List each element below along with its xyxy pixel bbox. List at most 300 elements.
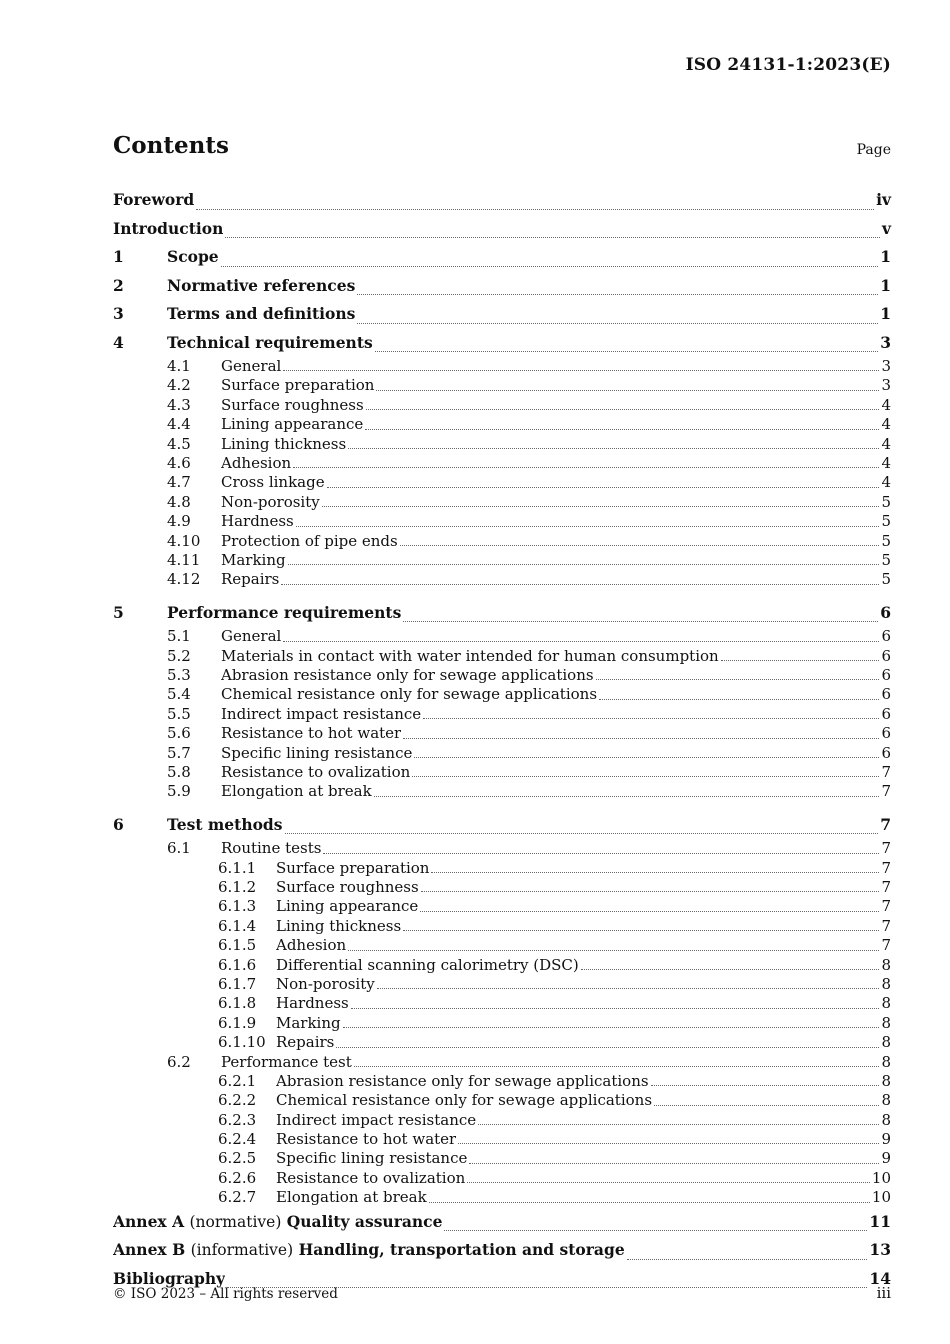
toc-entry-number: 6.2.7 bbox=[218, 1188, 257, 1207]
dot-leader bbox=[581, 969, 880, 970]
toc-entry-title-group bbox=[167, 300, 355, 329]
toc-entry-number: 6.1.10 bbox=[218, 1033, 266, 1052]
toc-entry-title-group bbox=[221, 666, 594, 685]
dot-leader bbox=[375, 351, 878, 352]
toc-entry-title: Adhesion bbox=[276, 936, 347, 955]
toc-entry-title-group bbox=[221, 647, 719, 666]
toc-entry-title-group bbox=[113, 1236, 625, 1265]
toc-entry-number: 5.2 bbox=[167, 646, 191, 665]
footer-page-number: iii bbox=[876, 1284, 891, 1302]
toc-entry-number: 6.2.2 bbox=[218, 1091, 257, 1110]
toc-entry-number: 4.4 bbox=[167, 415, 191, 434]
toc-entry-title-group bbox=[221, 744, 412, 763]
dot-leader bbox=[423, 718, 879, 719]
dot-leader bbox=[403, 930, 879, 931]
toc-entry-number: 5.7 bbox=[167, 743, 191, 762]
dot-leader bbox=[327, 487, 880, 488]
contents-heading: Contents bbox=[113, 132, 229, 159]
document-identifier: ISO 24131-1:2023(E) bbox=[685, 55, 891, 75]
toc-entry-title-group bbox=[221, 782, 372, 801]
toc-entry-page: 7 bbox=[880, 814, 891, 834]
toc-entry-page: 7 bbox=[881, 936, 891, 955]
toc-entry-number: 5.3 bbox=[167, 665, 191, 684]
toc-entry-page: v bbox=[881, 218, 891, 238]
toc-entry[interactable] bbox=[113, 435, 891, 454]
dot-leader bbox=[348, 950, 879, 951]
dot-leader bbox=[343, 1027, 880, 1028]
toc-entry-page: 6 bbox=[881, 685, 891, 704]
dot-leader bbox=[351, 1008, 880, 1009]
toc-entry[interactable] bbox=[113, 454, 891, 473]
toc-entry-title-group bbox=[113, 186, 194, 215]
toc-entry-number: 6.1.4 bbox=[218, 916, 257, 935]
annex-label: Annex A bbox=[113, 1211, 185, 1231]
toc-entry-page: 6 bbox=[881, 646, 891, 665]
toc-entry-page: 8 bbox=[881, 1013, 891, 1032]
toc-entry-page: 7 bbox=[881, 782, 891, 801]
dot-leader bbox=[469, 1163, 879, 1164]
toc-entry[interactable] bbox=[113, 1236, 891, 1265]
dot-leader bbox=[296, 526, 880, 527]
dot-leader bbox=[336, 1047, 879, 1048]
toc-entry-title: Normative references bbox=[167, 275, 356, 295]
toc-entry-title-group bbox=[221, 627, 281, 646]
dot-leader bbox=[357, 294, 878, 295]
toc-entry-page: 8 bbox=[881, 1071, 891, 1090]
toc-entry-title: Indirect impact resistance bbox=[276, 1110, 477, 1129]
toc-entry-title-group bbox=[276, 936, 346, 955]
toc-entry-page: 3 bbox=[881, 376, 891, 395]
toc-entry-title: General bbox=[221, 357, 282, 375]
toc-entry-title: Chemical resistance only for sewage applications bbox=[221, 685, 598, 704]
dot-leader bbox=[412, 776, 879, 777]
dot-leader bbox=[596, 679, 880, 680]
toc-entry-title: Surface roughness bbox=[276, 877, 419, 896]
dot-leader bbox=[322, 506, 880, 507]
toc-entry[interactable] bbox=[113, 493, 891, 512]
dot-leader bbox=[599, 699, 879, 700]
toc-entry[interactable] bbox=[113, 532, 891, 551]
toc-entry-title-group bbox=[167, 243, 219, 272]
toc-entry-title: Resistance to ovalization bbox=[221, 762, 411, 781]
toc-entry-page: 4 bbox=[881, 453, 891, 472]
toc-entry-title-group bbox=[221, 435, 346, 454]
toc-entry[interactable] bbox=[113, 1130, 891, 1149]
dot-leader bbox=[365, 429, 879, 430]
toc-entry-page: 10 bbox=[871, 1188, 891, 1207]
annex-type: (normative) bbox=[189, 1212, 282, 1231]
toc-entry-title: Surface preparation bbox=[221, 376, 375, 395]
dot-leader bbox=[429, 1202, 870, 1203]
toc-entry[interactable] bbox=[113, 1072, 891, 1091]
dot-leader bbox=[478, 1124, 879, 1125]
toc-entry[interactable] bbox=[113, 705, 891, 724]
toc-entry[interactable] bbox=[113, 215, 891, 244]
toc-entry-page: iv bbox=[876, 190, 891, 209]
toc-entry[interactable] bbox=[113, 1188, 891, 1207]
toc-entry-page: 8 bbox=[881, 955, 891, 974]
dot-leader bbox=[403, 621, 878, 622]
toc-entry-number: 5.4 bbox=[167, 685, 191, 704]
toc-entry-title: Test methods bbox=[167, 814, 283, 834]
toc-entry-title-group bbox=[167, 272, 355, 301]
toc-entry-title: Lining thickness bbox=[221, 434, 347, 453]
toc-entry[interactable] bbox=[113, 936, 891, 955]
toc-entry[interactable] bbox=[113, 666, 891, 685]
toc-entry-number: 5.5 bbox=[167, 704, 191, 723]
dot-leader bbox=[377, 988, 880, 989]
toc-entry-title: Non-porosity bbox=[276, 974, 375, 993]
toc-entry-page: 6 bbox=[881, 724, 891, 743]
toc-entry-page: 5 bbox=[881, 550, 891, 569]
toc-entry-title-group bbox=[276, 1111, 476, 1130]
toc-entry-title-group bbox=[221, 532, 398, 551]
dot-leader bbox=[467, 1182, 870, 1183]
toc-entry-number: 6.1.6 bbox=[218, 955, 257, 974]
toc-entry-title-group bbox=[113, 215, 223, 244]
toc-entry-title: Elongation at break bbox=[276, 1188, 427, 1207]
toc-entry-number: 6.1.7 bbox=[218, 974, 257, 993]
toc-entry[interactable] bbox=[113, 744, 891, 763]
toc-entry-title: Handling, transportation and storage bbox=[298, 1240, 625, 1260]
toc-entry-title-group bbox=[276, 1014, 341, 1033]
toc-entry-number: 6.2 bbox=[167, 1052, 191, 1071]
toc-entry-number: 4.3 bbox=[167, 395, 191, 414]
toc-entry-number: 6.2.4 bbox=[218, 1130, 257, 1149]
toc-entry-title: Resistance to ovalization bbox=[276, 1168, 466, 1187]
toc-entry[interactable] bbox=[113, 724, 891, 743]
toc-entry[interactable] bbox=[113, 878, 891, 897]
toc-entry[interactable] bbox=[113, 512, 891, 531]
toc-entry[interactable] bbox=[113, 1053, 891, 1072]
toc-entry-title-group bbox=[221, 839, 321, 858]
toc-entry-title-group bbox=[221, 705, 421, 724]
toc-entry-title: Hardness bbox=[221, 512, 294, 531]
toc-entry-page: 9 bbox=[881, 1149, 891, 1168]
toc-entry-title-group bbox=[221, 685, 597, 704]
toc-entry-page: 4 bbox=[881, 395, 891, 414]
toc-entry-title: Abrasion resistance only for sewage applications bbox=[221, 665, 594, 684]
toc-entry[interactable] bbox=[113, 782, 891, 801]
toc-entry-title: Surface roughness bbox=[221, 395, 364, 414]
toc-entry-title-group bbox=[276, 956, 579, 975]
toc-entry[interactable] bbox=[113, 357, 891, 376]
toc-entry[interactable] bbox=[113, 994, 891, 1013]
toc-entry-page: 7 bbox=[881, 897, 891, 916]
toc-entry-page: 8 bbox=[881, 1091, 891, 1110]
toc-entry[interactable] bbox=[113, 186, 891, 215]
toc-entry-page: 7 bbox=[881, 858, 891, 877]
toc-entry-page: 8 bbox=[881, 1033, 891, 1052]
toc-entry[interactable] bbox=[113, 570, 891, 589]
toc-entry[interactable] bbox=[113, 396, 891, 415]
toc-entry-page: 8 bbox=[881, 974, 891, 993]
toc-entry-title-group bbox=[276, 897, 418, 916]
toc-entry-page: 4 bbox=[881, 434, 891, 453]
toc-entry[interactable] bbox=[113, 917, 891, 936]
toc-entry-title: Lining appearance bbox=[276, 897, 419, 916]
dot-leader bbox=[403, 738, 879, 739]
toc-entry[interactable] bbox=[113, 975, 891, 994]
toc-entry-page: 8 bbox=[881, 1052, 891, 1071]
toc-entry-title-group bbox=[221, 724, 401, 743]
dot-leader bbox=[283, 641, 879, 642]
toc-entry-title: Elongation at break bbox=[221, 782, 372, 801]
toc-entry-page: 13 bbox=[869, 1240, 891, 1260]
toc-entry[interactable] bbox=[113, 1111, 891, 1130]
toc-entry-number: 6.2.3 bbox=[218, 1110, 257, 1129]
toc-entry[interactable] bbox=[113, 763, 891, 782]
dot-leader bbox=[444, 1230, 867, 1231]
toc-entry-title-group bbox=[221, 493, 320, 512]
toc-entry-title-group bbox=[221, 357, 281, 376]
toc-entry-page: 9 bbox=[881, 1130, 891, 1149]
annex-label: Annex B bbox=[113, 1240, 186, 1260]
toc-entry-title: Marking bbox=[221, 550, 286, 569]
toc-entry[interactable] bbox=[113, 415, 891, 434]
toc-entry-number: 6 bbox=[113, 814, 124, 834]
toc-entry-page: 6 bbox=[881, 665, 891, 684]
dot-leader bbox=[651, 1085, 880, 1086]
toc-entry-title-group bbox=[276, 1033, 334, 1052]
toc-entry-page: 11 bbox=[869, 1211, 891, 1231]
toc-entry-number: 1 bbox=[113, 247, 124, 266]
toc-entry-title-group bbox=[221, 1053, 352, 1072]
toc-entry-title-group bbox=[221, 415, 363, 434]
dot-leader bbox=[400, 545, 880, 546]
toc-entry-page: 10 bbox=[871, 1168, 891, 1187]
toc-entry-title: Non-porosity bbox=[221, 492, 320, 511]
toc-entry[interactable] bbox=[113, 1014, 891, 1033]
dot-leader bbox=[357, 323, 878, 324]
toc-entry-page: 6 bbox=[881, 704, 891, 723]
toc-entry-title: Resistance to hot water bbox=[276, 1130, 457, 1149]
toc-entry-title-group bbox=[167, 599, 401, 628]
toc-entry-title: Quality assurance bbox=[286, 1211, 443, 1231]
toc-entry-number: 5 bbox=[113, 602, 124, 622]
toc-entry-number: 6.2.5 bbox=[218, 1149, 257, 1168]
dot-leader bbox=[293, 467, 879, 468]
toc-entry[interactable] bbox=[113, 329, 891, 358]
toc-entry-title-group bbox=[276, 917, 401, 936]
dot-leader bbox=[354, 1066, 880, 1067]
toc-entry[interactable] bbox=[113, 1169, 891, 1188]
toc-entry-title: Terms and definitions bbox=[167, 304, 356, 323]
dot-leader bbox=[323, 853, 879, 854]
toc-entry-page: 1 bbox=[880, 304, 891, 323]
toc-entry-title: Cross linkage bbox=[221, 473, 325, 492]
toc-entry-title-group bbox=[221, 551, 286, 570]
toc-entry-title: Technical requirements bbox=[167, 332, 373, 352]
toc-entry-title: Foreword bbox=[113, 190, 195, 209]
toc-entry-title-group bbox=[221, 473, 325, 492]
toc-entry-number: 4.6 bbox=[167, 453, 191, 472]
dot-leader bbox=[283, 370, 879, 371]
toc-entry-title: Differential scanning calorimetry (DSC) bbox=[276, 955, 579, 974]
toc-entry-page: 7 bbox=[881, 916, 891, 935]
toc-entry-number: 6.1.2 bbox=[218, 877, 257, 896]
toc-entry-page: 5 bbox=[881, 570, 891, 589]
toc-entry-number: 5.8 bbox=[167, 762, 191, 781]
toc-entry-title-group bbox=[167, 329, 373, 358]
toc-entry-title-group bbox=[167, 811, 283, 840]
toc-entry-title: Repairs bbox=[276, 1033, 335, 1052]
toc-entry-title-group bbox=[276, 1169, 465, 1188]
toc-entry-title: Protection of pipe ends bbox=[221, 531, 398, 550]
toc-entry[interactable] bbox=[113, 897, 891, 916]
toc-entry-title-group bbox=[221, 376, 374, 395]
toc-entry-page: 8 bbox=[881, 994, 891, 1013]
toc-entry-number: 4.2 bbox=[167, 376, 191, 395]
toc-entry-number: 2 bbox=[113, 275, 124, 295]
toc-entry-title: Lining thickness bbox=[276, 916, 402, 935]
toc-entry-page: 6 bbox=[880, 602, 891, 622]
toc-entry[interactable] bbox=[113, 627, 891, 646]
toc-entry[interactable] bbox=[113, 551, 891, 570]
dot-leader bbox=[348, 448, 879, 449]
toc-entry[interactable] bbox=[113, 376, 891, 395]
toc-entry-number: 6.1.5 bbox=[218, 936, 257, 955]
toc-entry-page: 6 bbox=[881, 743, 891, 762]
toc-entry-page: 1 bbox=[880, 247, 891, 266]
toc-entry-title: Resistance to hot water bbox=[221, 724, 402, 743]
toc-entry[interactable] bbox=[113, 859, 891, 878]
dot-leader bbox=[376, 390, 879, 391]
dot-leader bbox=[221, 266, 879, 267]
dot-leader bbox=[374, 796, 880, 797]
toc-entry-title: Routine tests bbox=[221, 839, 322, 858]
toc-entry-title: Indirect impact resistance bbox=[221, 704, 422, 723]
toc-entry-page: 5 bbox=[881, 512, 891, 531]
copyright-notice: © ISO 2023 – All rights reserved bbox=[113, 1286, 338, 1302]
toc-entry-page: 3 bbox=[880, 332, 891, 352]
toc-entry-title-group bbox=[221, 512, 294, 531]
dot-leader bbox=[285, 833, 879, 834]
toc-entry-number: 6.1 bbox=[167, 839, 191, 858]
dot-leader bbox=[627, 1259, 868, 1260]
toc-entry-title: Repairs bbox=[221, 570, 280, 589]
toc-entry[interactable] bbox=[113, 839, 891, 858]
toc-entry-number: 4.8 bbox=[167, 492, 191, 511]
toc-entry-page: 4 bbox=[881, 415, 891, 434]
toc-entry-title-group bbox=[276, 1188, 427, 1207]
toc-entry-number: 6.1.1 bbox=[218, 858, 257, 877]
toc-entry-number: 4 bbox=[113, 332, 124, 352]
dot-leader bbox=[721, 660, 880, 661]
toc-entry-title-group bbox=[221, 763, 410, 782]
toc-entry-title-group bbox=[221, 454, 291, 473]
toc-entry-number: 6.2.6 bbox=[218, 1168, 257, 1187]
toc-entry-number: 4.5 bbox=[167, 434, 191, 453]
toc-entry[interactable] bbox=[113, 811, 891, 840]
toc-entry-title-group bbox=[276, 1091, 652, 1110]
toc-entry-title: Abrasion resistance only for sewage applications bbox=[276, 1071, 649, 1090]
toc-entry-number: 4.1 bbox=[167, 357, 191, 375]
toc-entry[interactable] bbox=[113, 1149, 891, 1168]
annex-type: (informative) bbox=[190, 1241, 294, 1260]
toc-entry-page: 5 bbox=[881, 531, 891, 550]
toc-entry-number: 4.10 bbox=[167, 531, 201, 550]
toc-entry-page: 6 bbox=[881, 627, 891, 646]
toc-entry-title: Specific lining resistance bbox=[221, 743, 413, 762]
toc-entry-number: 6.2.1 bbox=[218, 1071, 257, 1090]
toc-entry[interactable] bbox=[113, 473, 891, 492]
table-of-contents bbox=[113, 186, 891, 1293]
toc-entry-number: 3 bbox=[113, 304, 124, 323]
toc-entry-page: 7 bbox=[881, 762, 891, 781]
toc-entry-title-group bbox=[221, 570, 279, 589]
toc-entry-title-group bbox=[276, 975, 375, 994]
toc-entry-page: 7 bbox=[881, 839, 891, 858]
toc-entry-title-group bbox=[113, 1208, 442, 1237]
toc-entry[interactable] bbox=[113, 1208, 891, 1237]
dot-leader bbox=[654, 1105, 879, 1106]
toc-entry[interactable] bbox=[113, 243, 891, 272]
toc-entry-title-group bbox=[276, 994, 349, 1013]
toc-entry-number: 5.9 bbox=[167, 782, 191, 801]
dot-leader bbox=[366, 409, 880, 410]
toc-entry[interactable] bbox=[113, 647, 891, 666]
toc-entry-title-group bbox=[276, 1149, 467, 1168]
toc-entry[interactable] bbox=[113, 1091, 891, 1110]
toc-entry-title-group bbox=[276, 878, 419, 897]
dot-leader bbox=[421, 891, 880, 892]
toc-entry-page: 7 bbox=[881, 877, 891, 896]
toc-entry[interactable] bbox=[113, 599, 891, 628]
toc-entry-number: 4.11 bbox=[167, 550, 201, 569]
toc-entry-title: Bibliography bbox=[113, 1268, 226, 1288]
toc-entry-page: 1 bbox=[880, 275, 891, 295]
toc-entry-number: 6.1.8 bbox=[218, 994, 257, 1013]
toc-entry[interactable] bbox=[113, 956, 891, 975]
toc-entry-number: 6.1.9 bbox=[218, 1013, 257, 1032]
dot-leader bbox=[431, 872, 879, 873]
toc-entry-title: Introduction bbox=[113, 218, 224, 238]
toc-entry-title: Marking bbox=[276, 1013, 341, 1032]
toc-entry-title: Scope bbox=[167, 247, 219, 266]
toc-entry-title-group bbox=[276, 859, 429, 878]
dot-leader bbox=[414, 757, 879, 758]
toc-entry-title: Hardness bbox=[276, 994, 349, 1013]
toc-entry-page: 4 bbox=[881, 473, 891, 492]
toc-entry[interactable] bbox=[113, 685, 891, 704]
toc-entry-title: Chemical resistance only for sewage applications bbox=[276, 1091, 653, 1110]
toc-entry-number: 6.1.3 bbox=[218, 897, 257, 916]
toc-entry-title: General bbox=[221, 627, 282, 646]
dot-leader bbox=[196, 209, 874, 210]
toc-entry-title: Lining appearance bbox=[221, 415, 364, 434]
toc-entry-title: Materials in contact with water intended for human consumption bbox=[221, 646, 719, 665]
toc-entry[interactable] bbox=[113, 1033, 891, 1052]
toc-entry-number: 4.12 bbox=[167, 570, 201, 589]
toc-entry-page: 14 bbox=[869, 1268, 891, 1288]
toc-entry[interactable] bbox=[113, 300, 891, 329]
toc-entry-number: 4.9 bbox=[167, 512, 191, 531]
dot-leader bbox=[420, 911, 879, 912]
toc-entry-number: 5.1 bbox=[167, 627, 191, 646]
toc-entry-title: Surface preparation bbox=[276, 858, 430, 877]
dot-leader bbox=[458, 1143, 879, 1144]
toc-entry-page: 3 bbox=[881, 357, 891, 375]
page-column-label: Page bbox=[856, 142, 891, 158]
toc-entry-number: 4.7 bbox=[167, 473, 191, 492]
toc-entry-title: Adhesion bbox=[221, 453, 292, 472]
toc-entry-title: Specific lining resistance bbox=[276, 1149, 468, 1168]
toc-entry-number: 5.6 bbox=[167, 724, 191, 743]
toc-entry-title: Performance requirements bbox=[167, 602, 402, 622]
toc-entry[interactable] bbox=[113, 272, 891, 301]
toc-entry-title-group bbox=[276, 1130, 456, 1149]
